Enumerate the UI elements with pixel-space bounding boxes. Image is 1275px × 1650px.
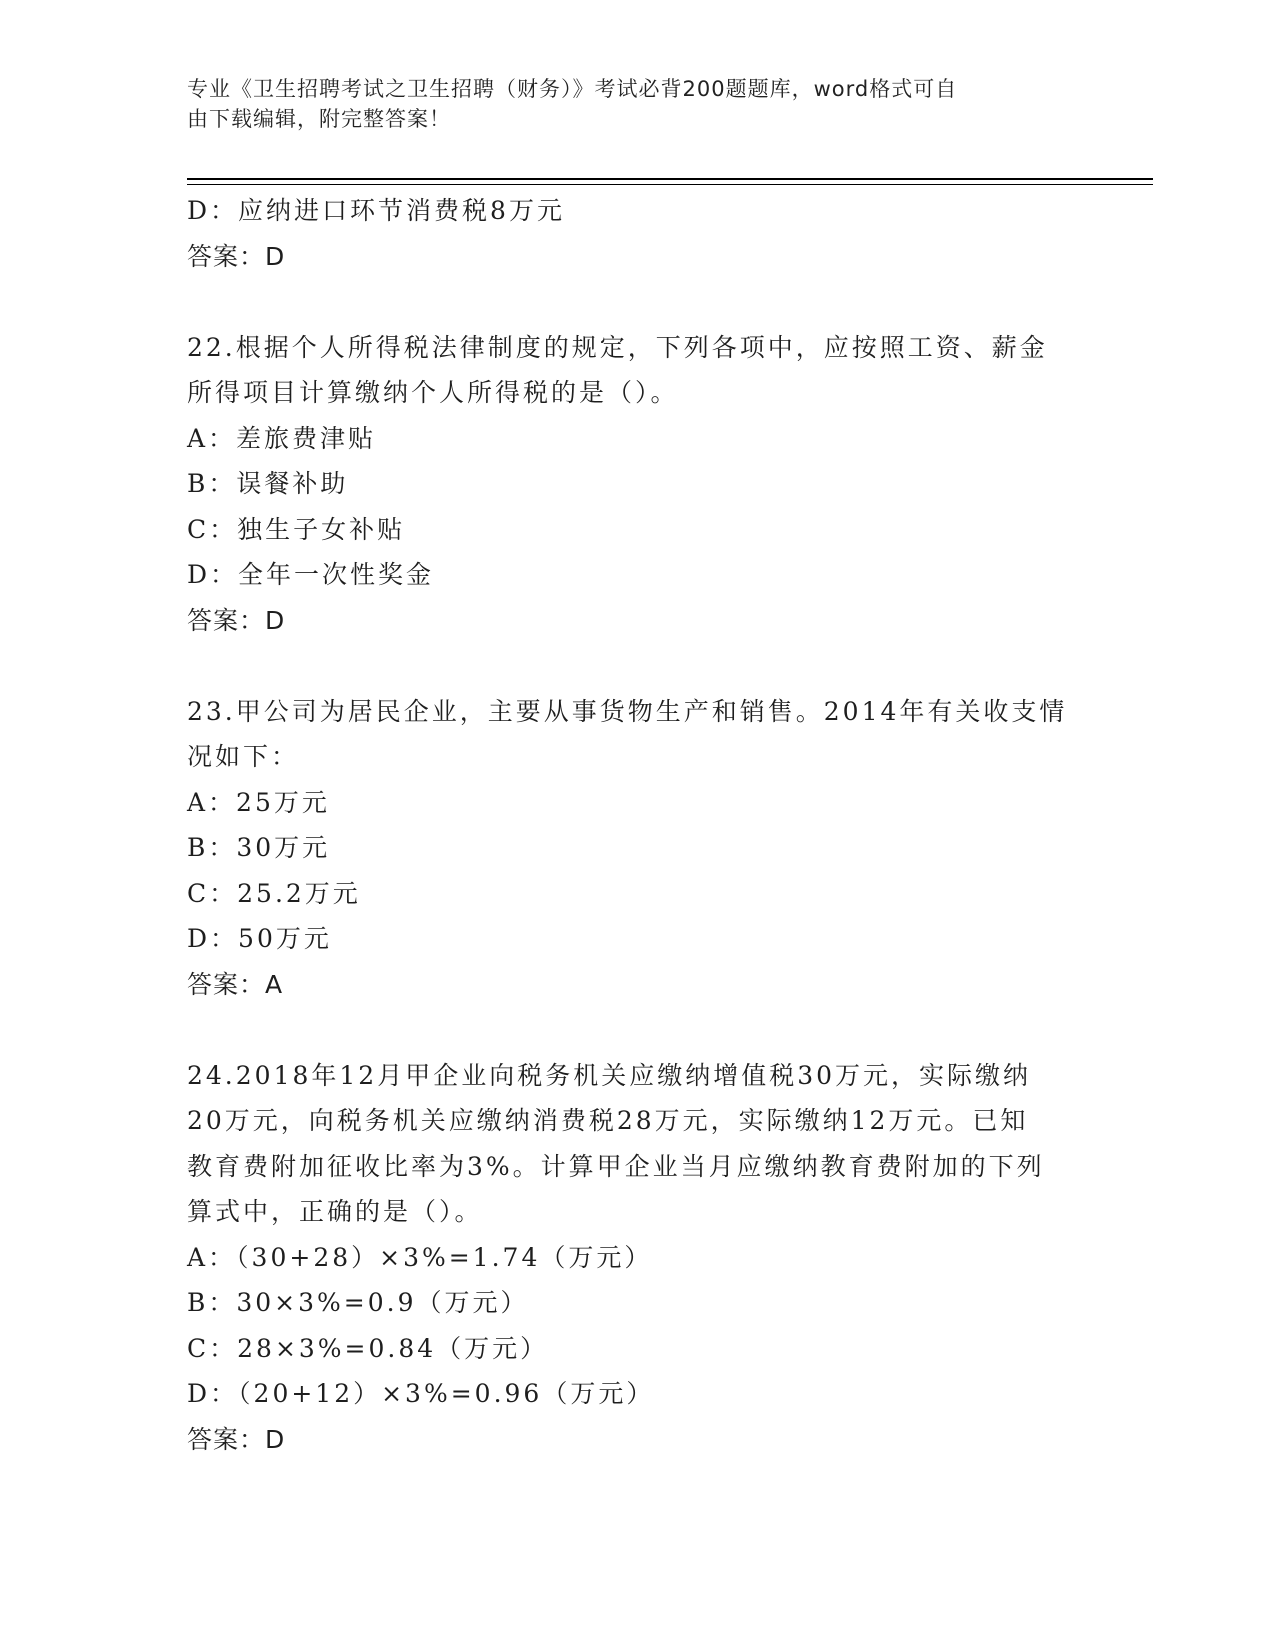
header-rule-thick: [187, 178, 1153, 180]
spacer: [187, 1007, 1087, 1053]
question-block: [187, 1053, 1087, 1463]
question-block: [187, 325, 1087, 644]
header-rule-thin: [187, 184, 1153, 185]
question-stem-line: 22.根据个人所得税法律制度的规定，下列各项中，应按照工资、薪金: [187, 332, 1048, 362]
carryover-answer: 答案：D: [187, 241, 286, 271]
question-stem-line: 算式中，正确的是（）。: [187, 1197, 483, 1226]
spacer: [187, 643, 1087, 689]
option-d: D：全年一次性奖金: [187, 560, 435, 589]
option-d: D：（20+12）×3%=0.96（万元）: [187, 1379, 655, 1408]
answer-line: 答案：D: [187, 1424, 286, 1454]
option-a: A：差旅费津贴: [187, 423, 377, 453]
question-stem-line: 24.2018年12月甲企业向税务机关应缴纳增值税30万元，实际缴纳: [187, 1060, 1032, 1090]
option-d: D：50万元: [187, 924, 332, 953]
header-line-2: 由下载编辑，附完整答案！: [187, 107, 451, 131]
header-line-1: 专业《卫生招聘考试之卫生招聘（财务）》考试必背200题题库，word格式可自: [187, 77, 958, 101]
answer-line: 答案：D: [187, 605, 286, 635]
carryover-option-d: D：应纳进口环节消费税8万元: [187, 196, 565, 225]
document-header: [187, 74, 1067, 134]
answer-line: 答案：A: [187, 969, 284, 999]
option-c: C：独生子女补贴: [187, 514, 406, 544]
option-c: C：25.2万元: [187, 878, 361, 908]
question-stem-line: 20万元，向税务机关应缴纳消费税28万元，实际缴纳12万元。已知: [187, 1106, 1029, 1135]
question-stem-line: 23.甲公司为居民企业，主要从事货物生产和销售。2014年有关收支情: [187, 696, 1068, 726]
option-b: B：30×3%=0.9（万元）: [187, 1288, 529, 1317]
option-b: B：误餐补助: [187, 469, 349, 498]
question-block: [187, 689, 1087, 1008]
question-content: [187, 188, 1087, 1462]
spacer: [187, 279, 1087, 325]
question-stem-line: 况如下：: [187, 742, 300, 771]
option-b: B：30万元: [187, 833, 331, 862]
option-a: A：25万元: [187, 787, 330, 817]
option-c: C：28×3%=0.84（万元）: [187, 1333, 549, 1363]
option-a: A：（30+28）×3%=1.74（万元）: [187, 1242, 653, 1272]
question-stem-line: 教育费附加征收比率为3%。计算甲企业当月应缴纳教育费附加的下列: [187, 1151, 1045, 1181]
question-stem-line: 所得项目计算缴纳个人所得税的是（）。: [187, 378, 679, 407]
